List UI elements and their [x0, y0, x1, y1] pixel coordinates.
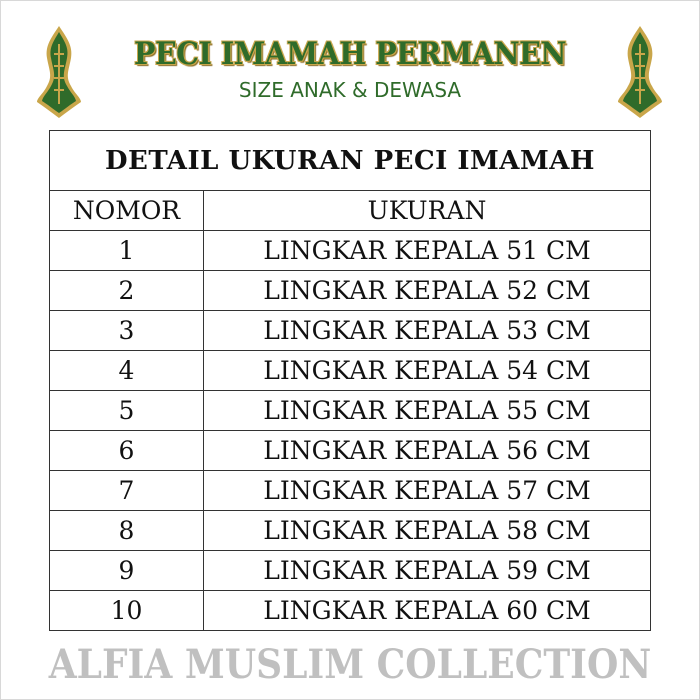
table-row — [50, 351, 651, 391]
watermark: ALFIA MUSLIM COLLECTION — [48, 641, 652, 688]
row-number: 6 — [50, 431, 204, 471]
table-row — [50, 511, 651, 551]
table-row — [50, 551, 651, 591]
table-row — [50, 231, 651, 271]
row-size: LINGKAR KEPALA 57 CM — [204, 471, 651, 511]
page-title: PECI IMAMAH PERMANEN — [133, 36, 567, 72]
row-number: 10 — [50, 591, 204, 631]
row-size: LINGKAR KEPALA 54 CM — [204, 351, 651, 391]
table-row — [50, 271, 651, 311]
row-size: LINGKAR KEPALA 58 CM — [204, 511, 651, 551]
column-header-ukuran: UKURAN — [204, 191, 651, 231]
row-size: LINGKAR KEPALA 59 CM — [204, 551, 651, 591]
row-size: LINGKAR KEPALA 52 CM — [204, 271, 651, 311]
row-number: 1 — [50, 231, 204, 271]
row-number: 5 — [50, 391, 204, 431]
table-row — [50, 591, 651, 631]
row-size: LINGKAR KEPALA 60 CM — [204, 591, 651, 631]
table-row — [50, 391, 651, 431]
table-title: DETAIL UKURAN PECI IMAMAH — [50, 131, 651, 191]
row-number: 9 — [50, 551, 204, 591]
table-row — [50, 311, 651, 351]
table-row — [50, 431, 651, 471]
row-number: 2 — [50, 271, 204, 311]
row-number: 8 — [50, 511, 204, 551]
table-row — [50, 471, 651, 511]
page-subtitle: SIZE ANAK & DEWASA — [238, 78, 462, 102]
row-number: 3 — [50, 311, 204, 351]
row-size: LINGKAR KEPALA 51 CM — [204, 231, 651, 271]
table-header-row — [50, 191, 651, 231]
column-header-nomor: NOMOR — [50, 191, 204, 231]
row-size: LINGKAR KEPALA 55 CM — [204, 391, 651, 431]
row-size: LINGKAR KEPALA 56 CM — [204, 431, 651, 471]
row-size: LINGKAR KEPALA 53 CM — [204, 311, 651, 351]
row-number: 4 — [50, 351, 204, 391]
row-number: 7 — [50, 471, 204, 511]
size-table — [49, 130, 651, 631]
